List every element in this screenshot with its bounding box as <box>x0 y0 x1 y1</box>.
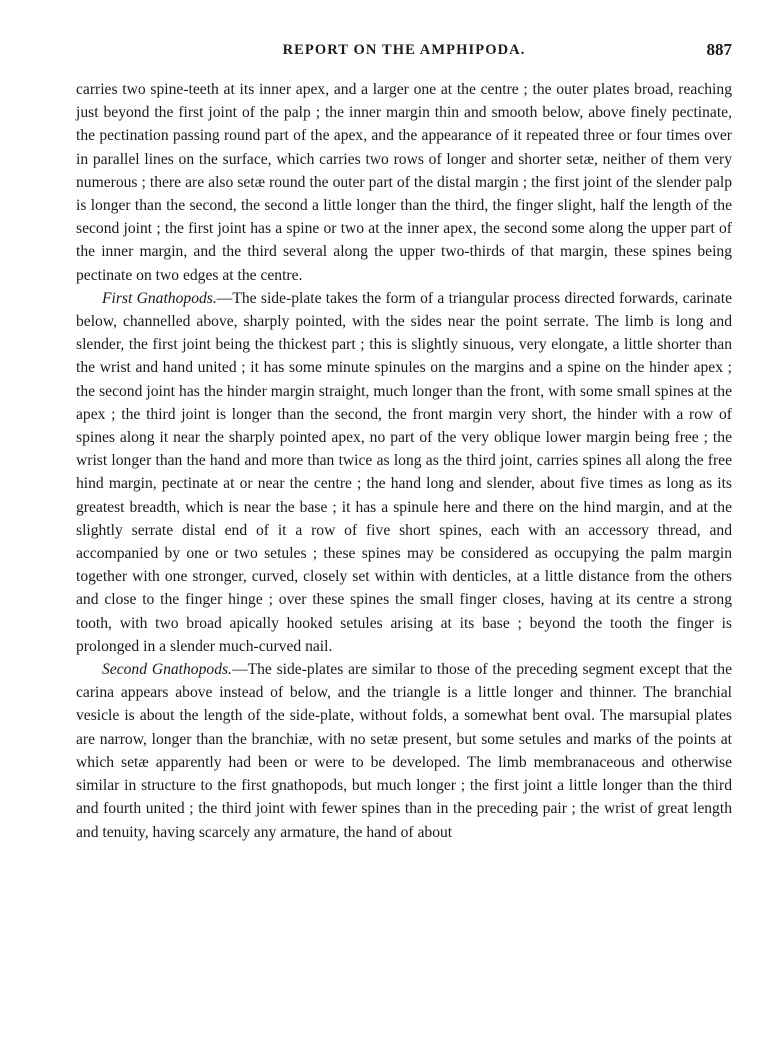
section-heading-first-gnathopods: First Gnathopods. <box>102 289 217 307</box>
paragraph-text: carries two spine-teeth at its inner apex, and a larger one at the centre ; the outer plates broad, reaching just beyond the first joint of the palp ; the inner margin thin and smooth below, above finely pectinate, the pectination passing round part of the apex, and the appearance of it repeated three or four times over in parallel lines on the surface, which carries two rows of longer and shorter setæ, neither of them very numerous ; there are also setæ round the outer part of the distal margin ; the first joint of the slender palp is longer than the second, the second a little longer than the third, the finger slight, half the length of the second joint ; the first joint has a spine or two at the inner apex, the second some along the upper part of the inner margin, and the third several along the upper two-thirds of that margin, these spines being pectinate on two edges at the centre. <box>76 81 732 284</box>
paragraph-text: —The side-plate takes the form of a triangular process directed forwards, carinate below, channelled above, sharply pointed, with the sides near the point serrate. The limb is long and slender, the first joint being the thickest part ; this is slightly sinuous, very elongate, a little shorter than the wrist and hand united ; it has some minute spinules on the margins and a spine on the hinder apex ; the second joint has the hinder margin straight, much longer than the front, with some small spines at the apex ; the third joint is longer than the second, the front margin very short, the hinder with a row of spines along it near the sharply pointed apex, no part of the very oblique lower margin being free ; the wrist longer than the hand and more than twice as long as the third joint, carries spines all along the free hind margin, pectinate at or near the centre ; the hand long and slender, about five times as long as its greatest breadth, which is near the base ; it has a spinule here and there on the hind margin, and at the slightly serrate distal end of it a row of five short spines, each with an accessory thread, and accompanied by one or two setules ; these spines may be considered as occupying the palm margin together with one stronger, curved, closely set within with denticles, at a little distance from the others and close to the finger hinge ; over these spines the small finger closes, having at its centre a strong tooth, with two broad apically hooked setules arising at its base ; beyond the tooth the finger is prolonged in a slender much-curved nail. <box>76 289 732 655</box>
running-title: REPORT ON THE AMPHIPODA. <box>282 42 526 58</box>
paragraph-text: —The side-plates are similar to those of the preceding segment except that the carina appears above instead of below, and the triangle is a little longer and thinner. The branchial vesicle is about the length of the side-plate, without folds, a somewhat bent oval. The marsupial plates are narrow, longer than the branchiæ, with no setæ present, but some setules and marks of the points at which setæ apparently had been or were to be developed. The limb membranaceous and otherwise similar in structure to the first gnathopods, but much longer ; the first joint a little longer than the third and fourth united ; the third joint with fewer spines than in the preceding pair ; the wrist of great length and tenuity, having scarcely any armature, the hand of about <box>76 661 732 841</box>
page-header <box>76 42 732 66</box>
paragraph-second-gnathopods <box>76 658 732 844</box>
paragraph-first-gnathopods <box>76 287 732 658</box>
body-text <box>76 78 732 844</box>
paragraph-continuation <box>76 78 732 287</box>
section-heading-second-gnathopods: Second Gnathopods. <box>102 661 232 679</box>
page-number: 887 <box>706 40 732 59</box>
